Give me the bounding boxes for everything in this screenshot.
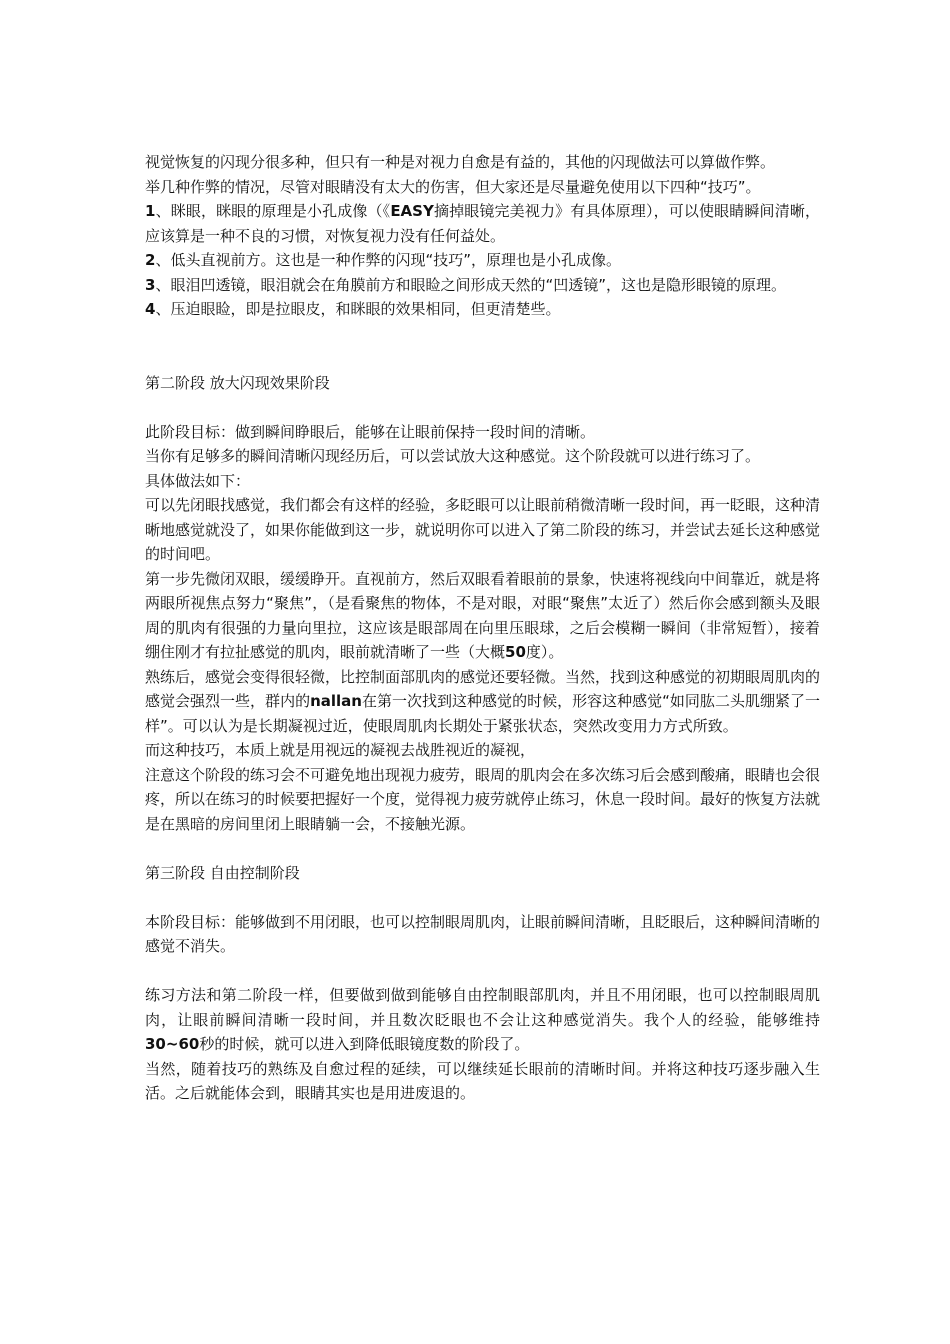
list-item: [145, 199, 820, 248]
bold-text: EASY: [390, 202, 434, 220]
paragraph-text: 度）。: [525, 643, 564, 661]
list-number: 2: [145, 251, 156, 269]
list-item: [145, 273, 820, 298]
list-text: 、压迫眼睑，即是拉眼皮，和眯眼的效果相同，但更清楚些。: [155, 300, 561, 318]
paragraph: 此阶段目标：做到瞬间睁眼后，能够在让眼前保持一段时间的清晰。: [145, 422, 596, 441]
spacer: [145, 322, 820, 371]
section-heading: 第三阶段 自由控制阶段: [145, 863, 300, 882]
spacer: [145, 959, 820, 984]
list-item: [145, 248, 820, 273]
list-text: 摘掉眼镜完美视力》有具体原理），可以使眼睛瞬间清晰，应该算是一种不良的习惯，对恢复视力没有任何益处。: [145, 202, 820, 245]
paragraph: 视觉恢复的闪现分很多种，但只有一种是对视力自愈是有益的，其他的闪现做法可以算做作弊。: [145, 153, 776, 171]
paragraph: 注意这个阶段的练习会不可避免地出现视力疲劳，眼周的肌肉会在多次练习后会感到酸痛，眼睛也会很疼，所以在练习的时候要把握好一个度，觉得视力疲劳就停止练习，休息一段时间。最好的恢复方法就是在黑暗的房间里闭上眼睛躺一会，不接触光源。: [145, 765, 821, 833]
list-text: 、低头直视前方。这也是一种作弊的闪现“技巧”，原理也是小孔成像。: [155, 251, 621, 269]
paragraph: [145, 665, 820, 739]
paragraph: 具体做法如下：: [145, 471, 251, 490]
document-body: [145, 150, 820, 1106]
paragraph-text: 在第一次找到这种感觉的时候，形容这种感觉“如同肱二头肌绷紧了一样”。可以认为是长期凝视过近，使眼周肌肉长期处于紧张状态，突然改变用力方式所致。: [145, 692, 820, 735]
paragraph: 本阶段目标：能够做到不用闭眼，也可以控制眼周肌肉，让眼前瞬间清晰，且眨眼后，这种瞬间清晰的感觉不消失。: [145, 912, 821, 955]
paragraph: [145, 983, 820, 1057]
paragraph: [145, 567, 820, 665]
section-heading: 第二阶段 放大闪现效果阶段: [145, 373, 330, 392]
paragraph-text: 熟练后，感觉会变得很轻微，比控制面部肌肉的感觉还要轻微。当然，找到这种感觉的初期眼周肌肉的感觉会强烈一些，群内的: [145, 667, 821, 710]
list-text: 、眯眼，眯眼的原理是小孔成像（《: [155, 202, 391, 220]
paragraph-text: 秒的时候，就可以进入到降低眼镜度数的阶段了。: [199, 1035, 530, 1053]
spacer: [145, 885, 820, 910]
spacer: [145, 836, 820, 861]
paragraph-text: 第一步先微闭双眼，缓缓睁开。直视前方，然后双眼看着眼前的景象，快速将视线向中间靠近，就是将两眼所视焦点努力“聚焦”，（是看聚焦的物体，不是对眼，对眼“聚焦”太近了）然后你会感到额头及眼周的肌肉有很强的力量向里拉，这应该是眼部周在向里压眼球，之后会模糊一瞬间（非常短暂），接着绷住刚才有拉扯感觉的肌肉，眼前就清晰了一些（大概: [145, 569, 821, 661]
bold-text: nallan: [310, 692, 362, 710]
paragraph: 可以先闭眼找感觉，我们都会有这样的经验，多眨眼可以让眼前稍微清晰一段时间，再一眨眼，这种清晰地感觉就没了，如果你能做到这一步，就说明你可以进入了第二阶段的练习，并尝试去延长这种感觉的时间吧。: [145, 496, 821, 563]
list-number: 3: [145, 275, 156, 294]
list-item: [145, 297, 820, 322]
spacer: [145, 395, 820, 420]
paragraph-text: 练习方法和第二阶段一样，但要做到做到能够自由控制眼部肌肉，并且不用闭眼，也可以控制眼周肌肉，让眼前瞬间清晰一段时间，并且数次眨眼也不会让这种感觉消失。我个人的经验，能够维持: [145, 986, 820, 1029]
paragraph: 当你有足够多的瞬间清晰闪现经历后，可以尝试放大这种感觉。这个阶段就可以进行练习了。: [145, 447, 761, 465]
bold-text: 30~60: [145, 1035, 200, 1053]
list-text: 、眼泪凹透镜，眼泪就会在角膜前方和眼睑之间形成天然的“凹透镜”，这也是隐形眼镜的原理。: [155, 275, 786, 294]
paragraph: 当然，随着技巧的熟练及自愈过程的延续，可以继续延长眼前的清晰时间。并将这种技巧逐步融入生活。之后就能体会到，眼睛其实也是用进废退的。: [145, 1059, 820, 1102]
list-number: 1: [145, 202, 156, 220]
paragraph: 而这种技巧，本质上就是用视远的凝视去战胜视近的凝视，: [145, 741, 536, 759]
bold-text: 50: [505, 643, 526, 661]
paragraph: 举几种作弊的情况，尽管对眼睛没有太大的伤害，但大家还是尽量避免使用以下四种“技巧”。: [145, 177, 761, 196]
list-number: 4: [145, 300, 156, 318]
